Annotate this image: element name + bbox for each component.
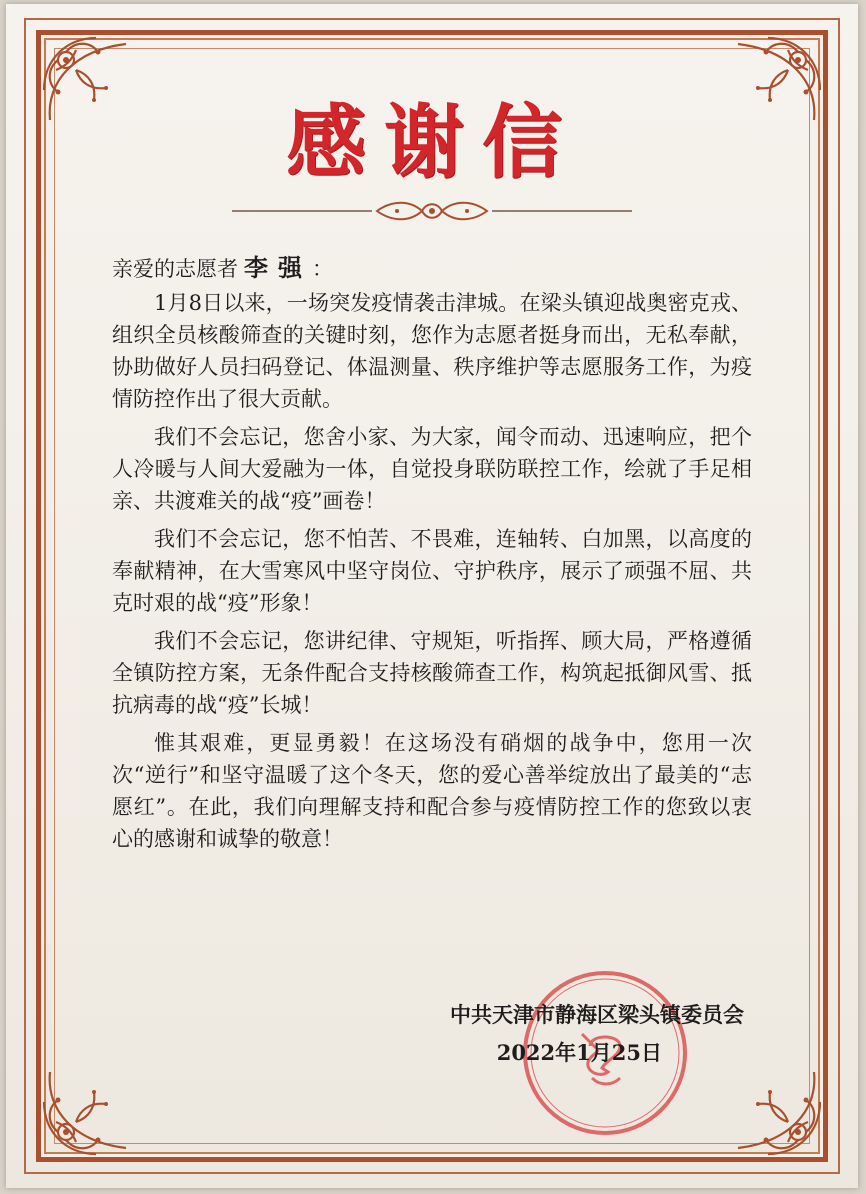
signature-block [450,996,744,1072]
signature-date: 2022年1月25日 [496,1040,662,1065]
letter-paragraph: 1月8日以来，一场突发疫情袭击津城。在梁头镇迎战奥密克戎、组织全员核酸筛查的关键时刻，您作为志愿者挺身而出，无私奉献，协助做好人员扫码登记、体温测量、秩序维护等志愿服务工作，为疫情防控作出了很大贡献。 [112,291,752,411]
corner-ornament-icon [36,1042,156,1162]
title-divider-ornament-icon [232,196,632,226]
letter-paragraph: 惟其艰难，更显勇毅！在这场没有硝烟的战争中，您用一次次“逆行”和坚守温暖了这个冬天，您的爱心善举绽放出了最美的“志愿红”。在此，我们向理解支持和配合参与疫情防控工作的您致以衷心的感谢和诚挚的敬意！ [112,731,752,851]
salutation-prefix: 亲爱的志愿者 [112,257,238,281]
letter-paragraph: 我们不会忘记，您舍小家、为大家，闻令而动、迅速响应，把个人冷暖与人间大爱融为一体，自觉投身联防联控工作，绘就了手足相亲、共渡难关的战“疫”画卷！ [112,425,752,513]
letter-paragraph: 我们不会忘记，您讲纪律、守规矩，听指挥、顾大局，严格遵循全镇防控方案，无条件配合支持核酸筛查工作，构筑起抵御风雪、抵抗病毒的战“疫”长城！ [112,629,752,717]
salutation-suffix: ： [312,257,333,281]
recipient-name: 李强 [244,253,312,282]
salutation [112,252,752,285]
signature-organization: 中共天津市静海区梁头镇委员会 [450,1002,744,1027]
letter-body [112,252,752,861]
letter-paragraph: 我们不会忘记，您不怕苦、不畏难，连轴转、白加黑，以高度的奉献精神，在大雪寒风中坚守岗位、守护秩序，展示了顽强不屈、共克时艰的战“疫”形象！ [112,527,752,615]
page-title: 感谢信 [286,95,580,189]
